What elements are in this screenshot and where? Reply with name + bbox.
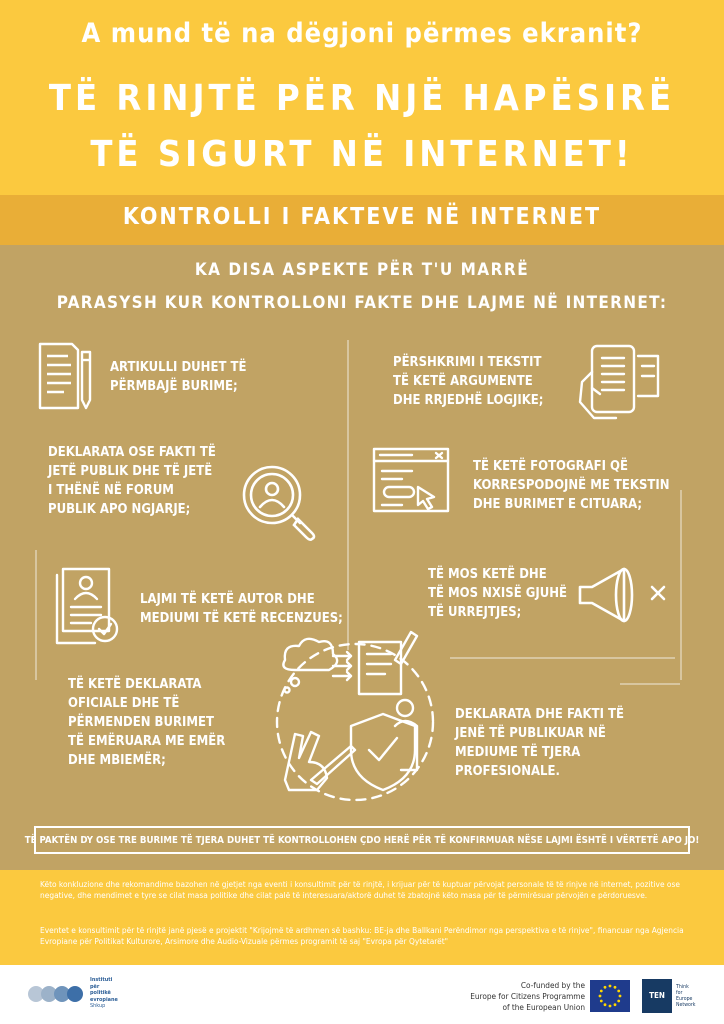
item-photos-line: TË KETË FOTOGRAFI QË bbox=[473, 459, 628, 474]
item-official bbox=[68, 675, 225, 770]
divider-right bbox=[680, 490, 682, 680]
institute-name-line: evropiane bbox=[90, 996, 118, 1003]
item-author bbox=[140, 590, 343, 628]
browser-cursor-icon bbox=[372, 445, 452, 515]
institute-dots-icon bbox=[28, 982, 88, 1006]
divider-left bbox=[35, 550, 37, 680]
item-public-line: JETË PUBLIK DHE TË JETË bbox=[48, 464, 213, 479]
institute-name-line: politikë bbox=[90, 990, 111, 996]
header-question: A mund të na dëgjoni përmes ekranit? bbox=[81, 18, 643, 49]
footer-paragraph-2: Eventet e konsultimit për të rinjtë janë pjesë e projektit "Krijojmë të ardhmen së bashku: BE-ja dhe Ballkani Perëndimor nga perspektiva e të rinjve", financuar nga Agjencia Evropiane për Politikat Kulturore, Arsimore dhe Audio-Vizuale përmes programit të saj "Evropa për Qytetarët" bbox=[40, 925, 684, 946]
item-hate-line: TË URREJTJES; bbox=[428, 605, 522, 620]
ten-name-line: for bbox=[676, 990, 683, 996]
item-other-media-line: PROFESIONALE. bbox=[455, 764, 560, 779]
footer-paragraph-1: Këto konkluzione dhe rekomandime bazohen në gjetjet nga eventi i konsultimit për të rinjtë, i krijuar për të kuptuar përvojat personale të të rinjve në internet, pozitive ose negative, dhe mendimet e tyre se cilat masa politike dhe cilat palë të interesuara/aktorë duhet të zbatojnë këto masa për të përmirësuar përvojën e përdoruesve. bbox=[40, 879, 680, 900]
institute-name-line: për bbox=[90, 983, 100, 990]
item-description-line: PËRSHKRIMI I TEKSTIT bbox=[393, 355, 542, 370]
cofunded-line: of the European Union bbox=[502, 1002, 585, 1012]
item-author-line: MEDIUMI TË KETË RECENZUES; bbox=[140, 611, 343, 626]
institute-name-line: Instituti bbox=[90, 977, 113, 983]
item-photos bbox=[473, 457, 670, 514]
item-sources-line: PËRMBAJË BURIME; bbox=[110, 379, 238, 394]
footer-disclaimer bbox=[0, 870, 724, 965]
key-message-text: TË PAKTËN DY OSE TRE BURIME TË TJERA DUHET TË KONTROLLOHEN ÇDO HERË PËR TË KONFIRMUAR NËSE LAJMI ËSHTË I VËRTETË APO JO! bbox=[24, 834, 700, 846]
key-message-banner bbox=[24, 826, 700, 854]
item-description bbox=[393, 353, 543, 410]
institute-name-line: Shkup bbox=[90, 1003, 106, 1009]
divider-horizontal-2 bbox=[620, 683, 680, 685]
magnifier-person-icon bbox=[240, 463, 320, 543]
item-other-media bbox=[455, 705, 624, 781]
item-official-line: PËRMENDEN BURIMET bbox=[68, 715, 214, 730]
item-description-line: TË KETË ARGUMENTE bbox=[393, 374, 533, 389]
item-public-line: I THËNË NË FORUM bbox=[48, 483, 174, 498]
item-other-media-line: MEDIUME TË TJERA bbox=[455, 745, 581, 760]
ten-logo-box: TEN bbox=[642, 979, 672, 1013]
institute-name bbox=[90, 977, 118, 1010]
item-hate bbox=[428, 565, 567, 622]
muted-megaphone-icon bbox=[578, 565, 673, 625]
cofunded-line: Co-funded by the bbox=[520, 980, 585, 990]
hand-tablet-icon bbox=[576, 342, 666, 422]
profile-check-icon bbox=[55, 567, 125, 647]
item-author-line: LAJMI TË KETË AUTOR DHE bbox=[140, 592, 315, 607]
header bbox=[0, 0, 724, 195]
section-title-band bbox=[0, 195, 724, 245]
item-hate-line: TË MOS KETË DHE bbox=[428, 567, 547, 582]
ten-name-line: Think bbox=[676, 984, 689, 990]
ten-name bbox=[676, 984, 695, 1008]
item-official-line: TË KETË DEKLARATA bbox=[68, 677, 202, 692]
institute-logo bbox=[28, 978, 158, 1018]
item-photos-line: DHE BURIMET E CITUARA; bbox=[473, 497, 643, 512]
document-pen-icon bbox=[38, 342, 93, 410]
eu-flag-icon bbox=[590, 980, 630, 1012]
item-public-line: DEKLARATA OSE FAKTI TË bbox=[48, 445, 216, 460]
item-sources-line: ARTIKULLI DUHET TË bbox=[110, 360, 247, 375]
section-title: KONTROLLI I FAKTEVE NË INTERNET bbox=[122, 204, 602, 230]
item-other-media-line: JENË TË PUBLIKUAR NË bbox=[455, 726, 606, 741]
intro-line-2: PARASYSH KUR KONTROLLONI FAKTE DHE LAJME NË INTERNET: bbox=[56, 293, 668, 313]
item-photos-line: KORRESPODOJNË ME TEKSTIN bbox=[473, 478, 670, 493]
main-infographic bbox=[0, 245, 724, 870]
item-public bbox=[48, 443, 216, 519]
divider-vertical bbox=[347, 340, 349, 650]
intro-line-1: KA DISA ASPEKTE PËR T'U MARRË bbox=[194, 260, 530, 280]
divider-horizontal bbox=[450, 657, 675, 659]
ten-name-line: Europe bbox=[676, 996, 693, 1002]
item-official-line: TË EMËRUARA ME EMËR bbox=[68, 734, 226, 749]
ten-name-line: Network bbox=[676, 1002, 696, 1008]
item-description-line: DHE RRJEDHË LOGJIKE; bbox=[393, 393, 544, 408]
cofunded-line: Europe for Citizens Programme bbox=[470, 991, 585, 1001]
central-illustration-icon bbox=[255, 630, 455, 800]
item-public-line: PUBLIK APO NGJARJE; bbox=[48, 502, 191, 517]
title-line-2: TË SIGURT NË INTERNET! bbox=[90, 134, 634, 175]
title-line-1: TË RINJTË PËR NJË HAPËSIRË bbox=[48, 78, 676, 119]
item-other-media-line: DEKLARATA DHE FAKTI TË bbox=[455, 707, 624, 722]
cofunded-text bbox=[440, 980, 585, 1013]
item-official-line: OFICIALE DHE TË bbox=[68, 696, 180, 711]
item-sources bbox=[110, 358, 246, 396]
item-official-line: DHE MBIEMËR; bbox=[68, 753, 166, 768]
item-hate-line: TË MOS NXISË GJUHË bbox=[428, 586, 567, 601]
